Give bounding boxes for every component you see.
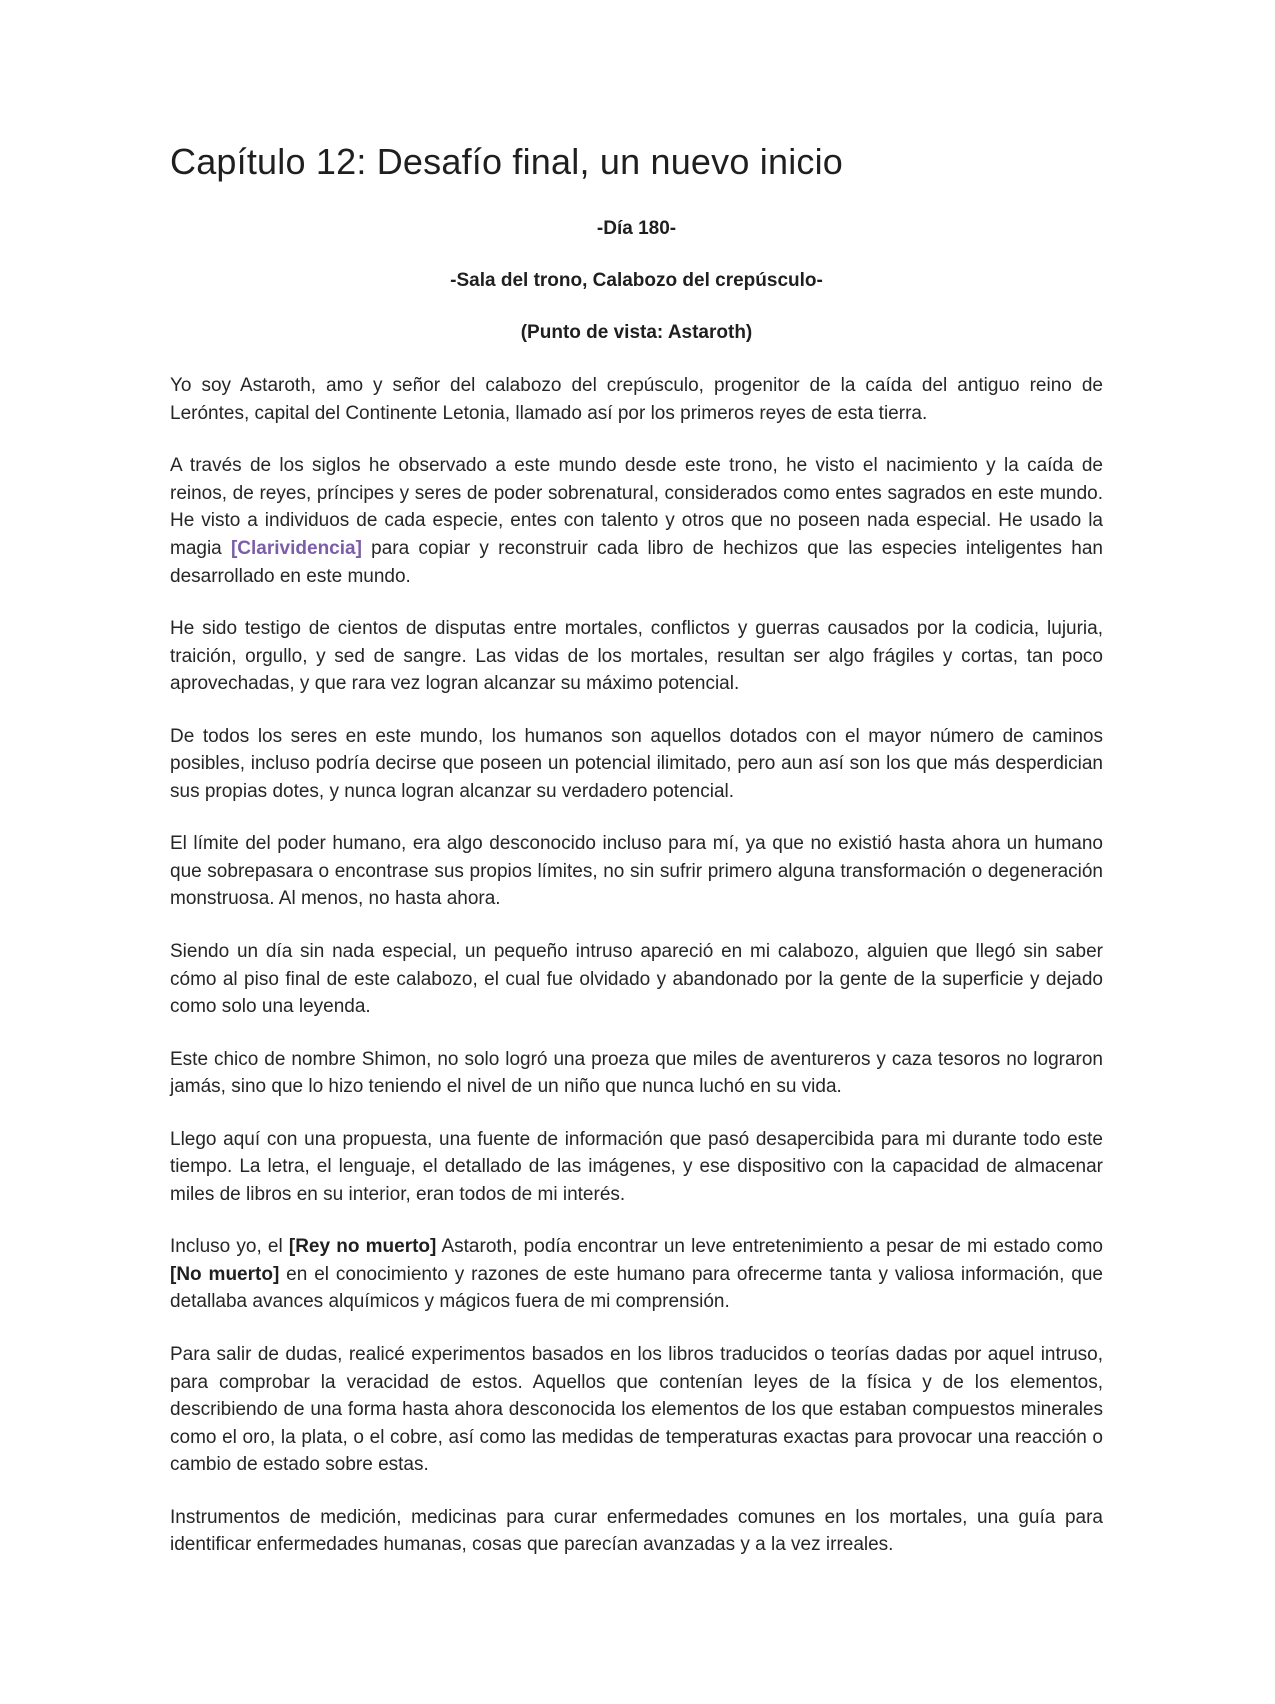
paragraph bbox=[170, 723, 1103, 806]
paragraph bbox=[170, 615, 1103, 698]
subtitle: (Punto de vista: Astaroth) bbox=[520, 321, 753, 343]
text-run: Astaroth, podía encontrar un leve entretenimiento a pesar de mi estado como bbox=[436, 1236, 1103, 1258]
paragraph bbox=[170, 1504, 1103, 1559]
magic-term: [Clarividencia] bbox=[230, 537, 362, 559]
paragraph bbox=[170, 938, 1103, 1021]
paragraph bbox=[170, 452, 1103, 590]
text-run: El límite del poder humano, era algo desconocido incluso para mí, ya que no existió hasta ahora un humano que sobrepasara o encontrase sus propios límites, no sin sufrir primero alguna transformación o degeneración monstruosa. Al menos, no hasta ahora. bbox=[170, 833, 1103, 910]
chapter-title: Capítulo 12: Desafío final, un nuevo inicio bbox=[170, 141, 844, 182]
paragraph bbox=[170, 372, 1103, 427]
paragraph bbox=[170, 1126, 1103, 1209]
paragraph bbox=[170, 1341, 1103, 1479]
text-run: Llego aquí con una propuesta, una fuente de información que pasó desapercibida para mi durante todo este tiempo. La letra, el lenguaje, el detallado de las imágenes, y ese dispositivo con la capacidad de almacenar miles de libros en su interior, eran todos de mi interés. bbox=[170, 1128, 1103, 1205]
text-run: en el conocimiento y razones de este humano para ofrecerme tanta y valiosa información, que detallaba avances alquímicos y mágicos fuera de mi comprensión. bbox=[170, 1263, 1103, 1313]
bold-term: [Rey no muerto] bbox=[288, 1236, 437, 1258]
paragraph bbox=[170, 1046, 1103, 1101]
subtitle: -Sala del trono, Calabozo del crepúsculo- bbox=[450, 269, 823, 291]
text-run: Siendo un día sin nada especial, un pequeño intruso apareció en mi calabozo, alguien que llegó sin saber cómo al piso final de este calabozo, el cual fue olvidado y abandonado por la gente de la superficie y dejado como solo una leyenda. bbox=[170, 941, 1103, 1018]
subtitles bbox=[170, 217, 1103, 345]
text-run: He sido testigo de cientos de disputas entre mortales, conflictos y guerras causados por la codicia, lujuria, traición, orgullo, y sed de sangre. Las vidas de los mortales, resultan ser algo frágiles y cortas, tan poco aprovechadas, y que rara vez logran alcanzar su máximo potencial. bbox=[170, 618, 1103, 695]
text-run: Yo soy Astaroth, amo y señor del calabozo del crepúsculo, progenitor de la caída del antiguo reino de Leróntes, capital del Continente Letonia, llamado así por los primeros reyes de esta tierra. bbox=[170, 375, 1103, 424]
text-run: Para salir de dudas, realicé experimentos basados en los libros traducidos o teorías dadas por aquel intruso, para comprobar la veracidad de estos. Aquellos que contenían leyes de la física y de los elementos, describiendo de una forma hasta ahora desconocida los elementos de los que estaban compuestos minerales como el oro, la plata, o el cobre, así como las medidas de temperaturas exactas para provocar una reacción o cambio de estado sobre estas. bbox=[170, 1344, 1103, 1476]
paragraph bbox=[170, 830, 1103, 913]
text-run: Instrumentos de medición, medicinas para curar enfermedades comunes en los mortales, una guía para identificar enfermedades humanas, cosas que parecían avanzadas y a la vez irreales. bbox=[170, 1506, 1103, 1556]
bold-term: [No muerto] bbox=[170, 1263, 280, 1285]
text-run: A través de los siglos he observado a este mundo desde este trono, he visto el nacimiento y la caída de reinos, de reyes, príncipes y seres de poder sobrenatural, considerados como entes sagrados en este mundo. He visto a individuos de cada especie, entes con talento y otros que no poseen nada especial. He usado la magia bbox=[170, 455, 1103, 559]
text-run: Este chico de nombre Shimon, no solo logró una proeza que miles de aventureros y caza tesoros no lograron jamás, sino que lo hizo teniendo el nivel de un niño que nunca luchó en su vida. bbox=[170, 1048, 1103, 1098]
text-run: para copiar y reconstruir cada libro de hechizos que las especies inteligentes han desarrollado en este mundo. bbox=[170, 537, 1103, 587]
paragraph bbox=[170, 1233, 1103, 1316]
text-run: Incluso yo, el bbox=[170, 1236, 289, 1258]
subtitle: -Día 180- bbox=[596, 218, 677, 240]
text-run: De todos los seres en este mundo, los humanos son aquellos dotados con el mayor número de caminos posibles, incluso podría decirse que poseen un potencial ilimitado, pero aun así son los que más desperdician sus propias dotes, y nunca logran alcanzar su verdadero potencial. bbox=[170, 725, 1103, 802]
document-body bbox=[170, 372, 1103, 1559]
